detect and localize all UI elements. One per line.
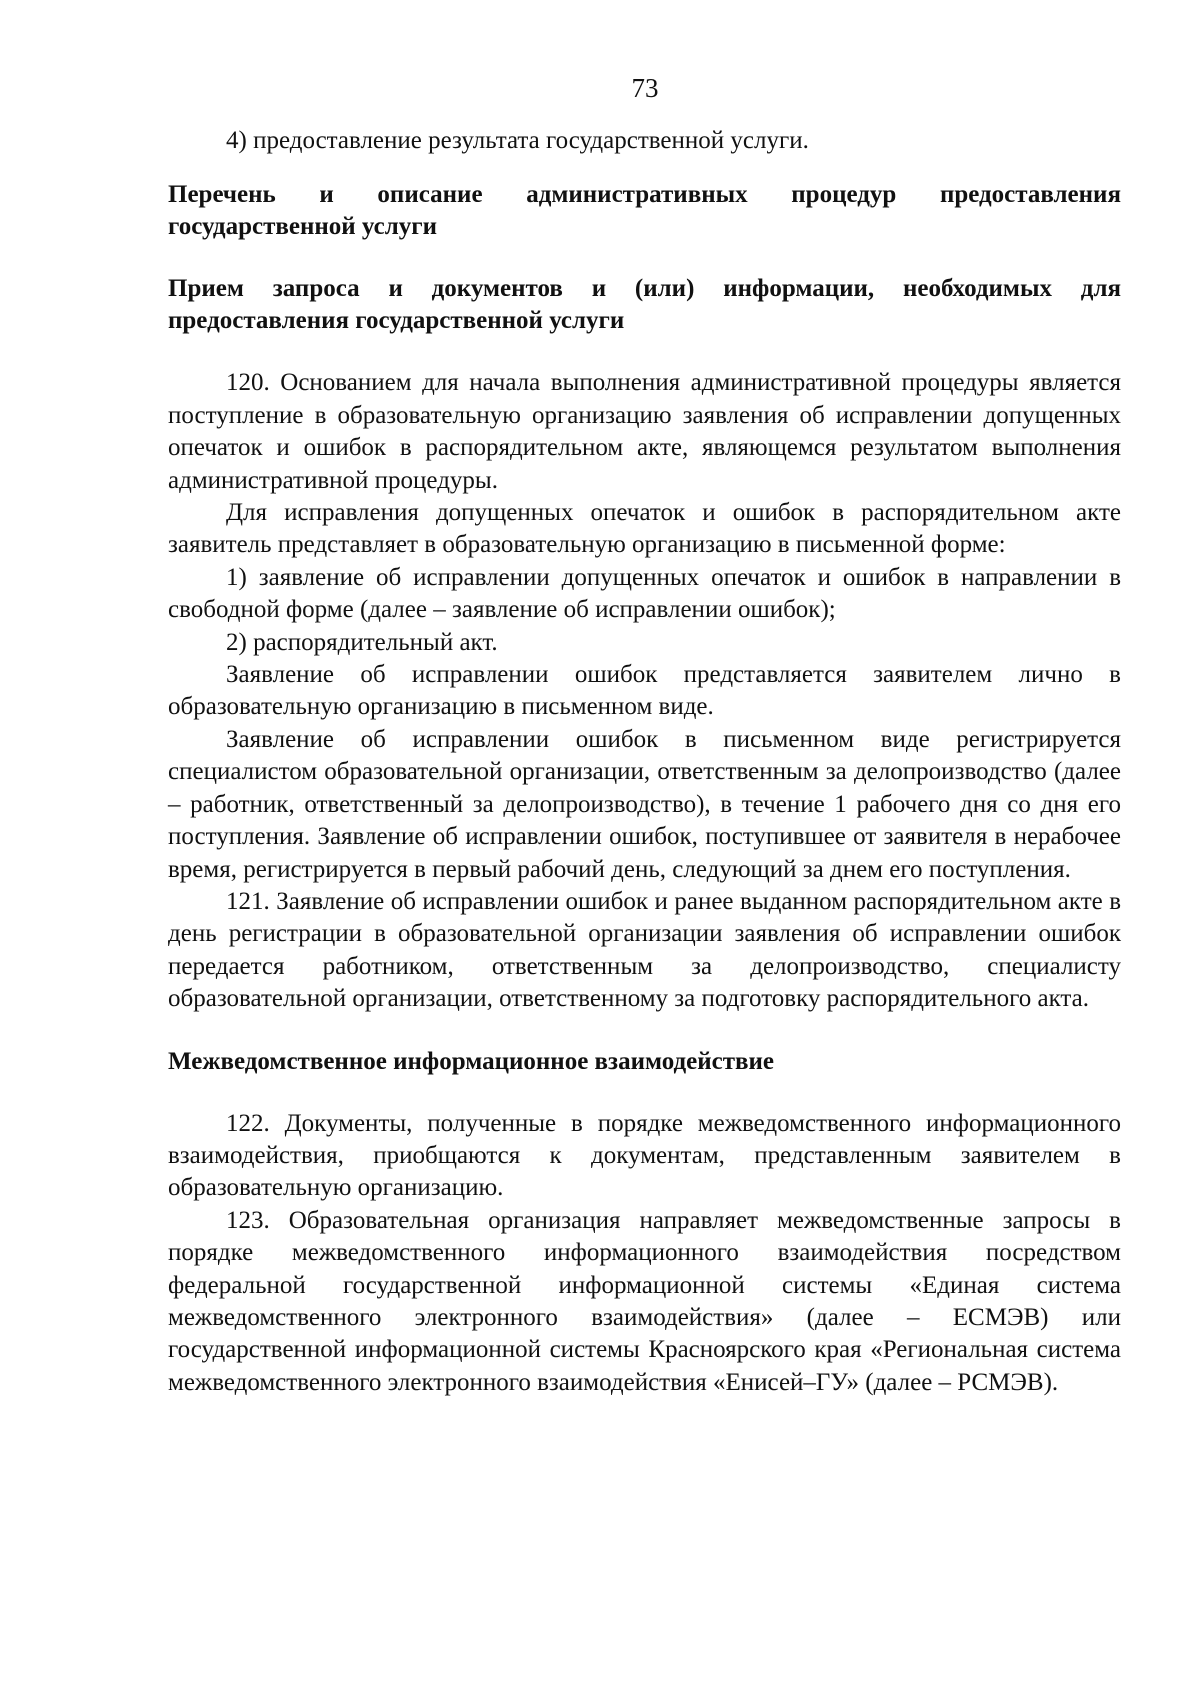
paragraph-correction-intro: Для исправления допущенных опечаток и ошибок в распорядительном акте заявитель представляет в образовательную организацию в письменной форме: — [168, 499, 1121, 559]
paragraph-120: 120. Основанием для начала выполнения административной процедуры является поступление в образовательную организацию заявления об исправлении допущенных опечаток и ошибок в распорядительном акте, являющемся результатом выполнения административной процедуры. — [168, 369, 1121, 494]
section2-heading: Межведомственное информационное взаимодействие — [168, 1047, 774, 1075]
subsection-heading: Прием запроса и документов и (или) информации, необходимых для предоставления государственной услуги — [168, 275, 1121, 335]
paragraph-122: 122. Документы, полученные в порядке межведомственного информационного взаимодействия, приобщаются к документам, представленным заявителем в образовательную организацию. — [168, 1109, 1121, 1202]
list-item-1: 1) заявление об исправлении допущенных опечаток и ошибок в направлении в свободной форме (далее – заявление об исправлении ошибок); — [168, 563, 1121, 624]
page-number: 73 — [631, 73, 659, 103]
paragraph-121: 121. Заявление об исправлении ошибок и ранее выданном распорядительном акте в день регистрации в образовательной организации заявления об исправлении ошибок передается работником, ответственным за делопроизводство, специалисту образовательной организации, ответственному за подготовку распорядительного акта. — [168, 887, 1121, 1013]
document-body — [168, 125, 1121, 1399]
section-heading: Перечень и описание административных процедур предоставления государственной услуги — [168, 181, 1121, 241]
paragraph-123: 123. Образовательная организация направляет межведомственные запросы в порядке межведомственного информационного взаимодействия посредством федеральной государственной информационной системы «Единая система межведомственного электронного взаимодействия» (далее – ЕСМЭВ) или государственной информационной системы Красноярского края «Региональная система межведомственного электронного взаимодействия «Енисей–ГУ» (далее – РСМЭВ). — [168, 1206, 1121, 1396]
list-item-2: 2) распорядительный акт. — [226, 628, 498, 656]
paragraph-submission: Заявление об исправлении ошибок представляется заявителем лично в образовательную организацию в письменном виде. — [168, 661, 1121, 721]
paragraph-registration: Заявление об исправлении ошибок в письменном виде регистрируется специалистом образовательной организации, ответственным за делопроизводство (далее – работник, ответственный за делопроизводство), в течение 1 рабочего дня со дня его поступления. Заявление об исправлении ошибок, поступившее от заявителя в нерабочее время, регистрируется в первый рабочий день, следующий за днем его поступления. — [168, 725, 1121, 883]
intro-item: 4) предоставление результата государственной услуги. — [226, 127, 809, 154]
